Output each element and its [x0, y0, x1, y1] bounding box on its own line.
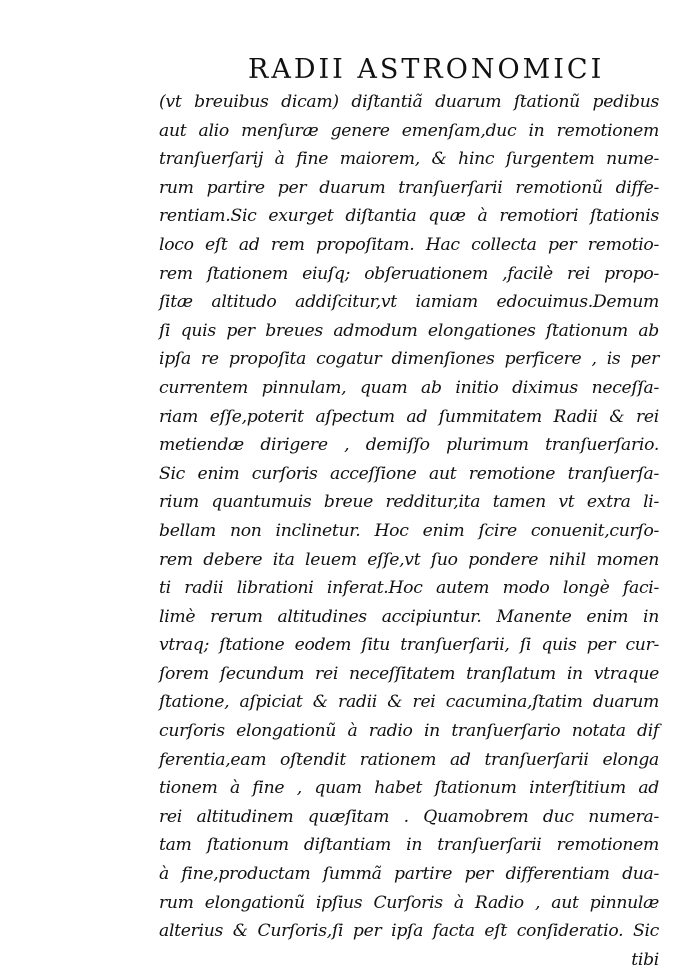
text-line: rentiam.Sic exurget diſtantia quæ à remotiori ſtationis	[159, 206, 659, 227]
catchword: tibi	[631, 949, 659, 970]
text-line: alterius & Curſoris,ſi per ipſa facta eſt conſideratio. Sic	[159, 921, 659, 942]
text-line: metiendæ dirigere , demiſſo plurimum tranſuerſario.	[159, 435, 659, 456]
text-line: à fine,productam ſummã partire per differentiam dua-	[159, 864, 659, 885]
text-line: rem ſtationem eiuſq; obſeruationem ,facilè rei propo-	[159, 263, 659, 284]
text-line: vtraq; ſtatione eodem ſitu tranſuerſarii, ſi quis per cur-	[159, 635, 659, 656]
text-line: rem debere ita leuem eſſe,vt ſuo pondere nihil momen	[159, 549, 659, 570]
text-line: limè rerum altitudines accipiuntur. Manente enim in	[159, 606, 659, 627]
text-line: Sic enim curſoris acceſſione aut remotione tranſuerſa-	[159, 463, 659, 484]
text-line: riam eſſe,poterit aſpectum ad ſummitatem Radii & rei	[159, 406, 659, 427]
text-line: rium quantumuis breue redditur,ita tamen vt extra li-	[159, 492, 659, 513]
text-line: tionem à fine , quam habet ſtationum interſtitium ad	[159, 778, 659, 799]
text-line: bellam non inclinetur. Hoc enim ſcire conuenit,curſo-	[159, 520, 659, 541]
text-line: ſorem ſecundum rei neceſſitatem tranſlatum in vtraque	[159, 663, 659, 684]
text-line: ſitæ altitudo addiſcitur,vt iamiam edocuimus.Demum	[159, 292, 659, 313]
text-line: ſtatione, aſpiciat & radii & rei cacumina,ſtatim duarum	[159, 692, 659, 713]
text-line: currentem pinnulam, quam ab initio diximus neceſſa-	[159, 377, 659, 398]
text-line: aut alio menſuræ genere emenſam,duc in remotionem	[159, 120, 659, 141]
text-line: ti radii librationi inferat.Hoc autem modo longè faci-	[159, 578, 659, 599]
text-line: curſoris elongationũ à radio in tranſuerſario notata dif	[159, 721, 659, 742]
text-line: tam ſtationum diſtantiam in tranſuerſarii remotionem	[159, 835, 659, 856]
text-line: ferentia,eam oſtendit rationem ad tranſuerſarii elonga	[159, 749, 659, 770]
text-line: ſi quis per breues admodum elongationes ſtationum ab	[159, 320, 659, 341]
text-line: rei altitudinem quæſitam . Quamobrem duc numera-	[159, 806, 659, 827]
body-text	[159, 88, 659, 974]
text-line: rum elongationũ ipſius Curſoris à Radio , aut pinnulæ	[159, 892, 659, 913]
text-line: rum partire per duarum tranſuerſarii remotionũ diffe-	[159, 177, 659, 198]
text-line: ipſa re propoſita cogatur dimenſiones perficere , is per	[159, 349, 659, 370]
text-line: tranſuerſarij à fine maiorem, & hinc ſurgentem nume-	[159, 149, 659, 170]
running-head: RADII ASTRONOMICI	[248, 54, 605, 85]
text-line: loco eſt ad rem propoſitam. Hac collecta per remotio-	[159, 234, 659, 255]
text-line: (vt breuibus dicam) diſtantiã duarum ſtationũ pedibus	[159, 92, 659, 112]
